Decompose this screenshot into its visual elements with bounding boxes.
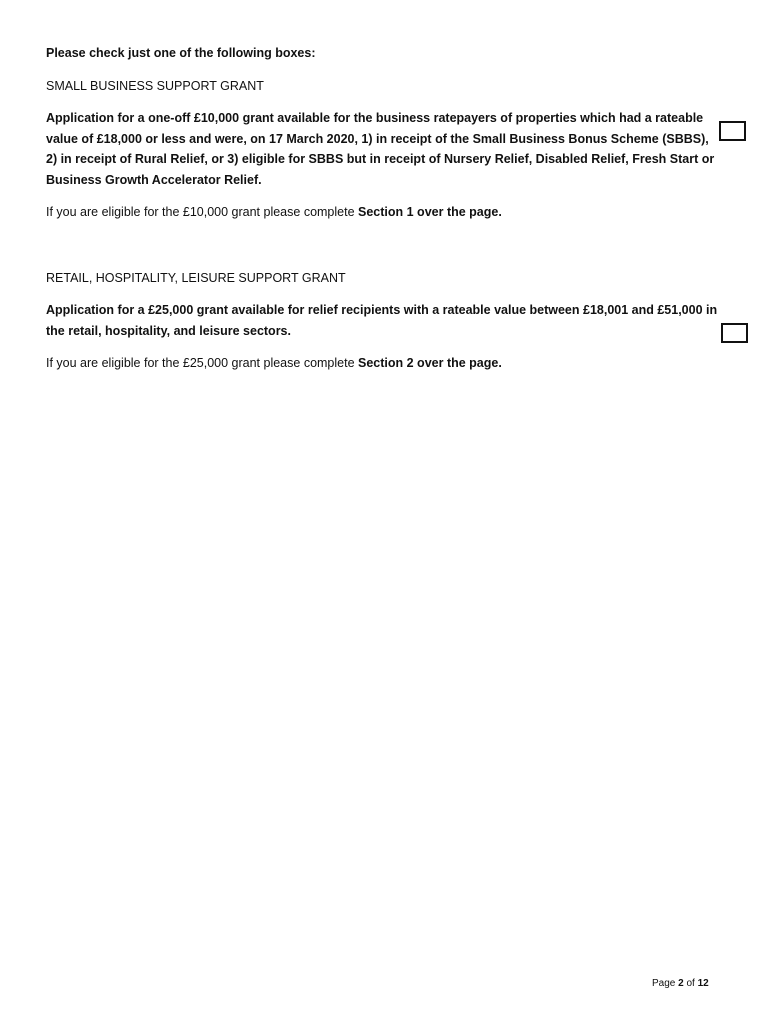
retail-eligibility-prefix: If you are eligible for the £25,000 grant please complete <box>46 356 359 370</box>
small-business-section-link: Section 1 over the page. <box>358 205 502 219</box>
of-label: of <box>686 978 695 989</box>
instruction-text: Please check just one of the following boxes: <box>46 46 316 60</box>
page-label: Page <box>652 978 676 989</box>
small-business-eligibility <box>46 202 502 223</box>
small-business-eligibility-prefix: If you are eligible for the £10,000 grant please complete <box>46 205 359 219</box>
retail-eligibility <box>46 353 502 374</box>
small-business-checkbox[interactable] <box>719 121 746 141</box>
retail-heading: RETAIL, HOSPITALITY, LEISURE SUPPORT GRANT <box>46 271 346 285</box>
page-footer <box>652 977 709 991</box>
small-business-description: Application for a one-off £10,000 grant available for the business ratepayers of properties which had a rateable value of £18,000 or less and were, on 17 March 2020, 1) in receipt of the Small Business Bonus Scheme (SBBS), 2) in receipt of Rural Relief, or 3) eligible for SBBS but in receipt of Nursery Relief, Disabled Relief, Fresh Start or Business Growth Accelerator Relief. <box>46 111 715 187</box>
retail-checkbox[interactable] <box>721 323 748 343</box>
small-business-heading: SMALL BUSINESS SUPPORT GRANT <box>46 79 264 93</box>
page-number: 2 <box>678 978 684 989</box>
retail-description: Application for a £25,000 grant available for relief recipients with a rateable value between £18,001 and £51,000 in the retail, hospitality, and leisure sectors. <box>46 303 718 338</box>
total-pages: 12 <box>697 978 709 989</box>
retail-section-link: Section 2 over the page. <box>358 356 502 370</box>
